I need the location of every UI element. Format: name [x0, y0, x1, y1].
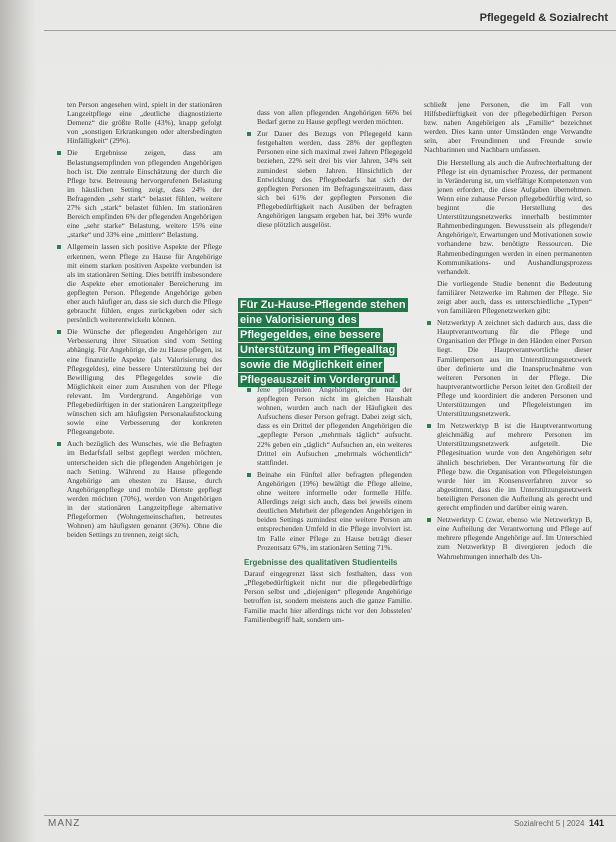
- bullet-item: Beinahe ein Fünftel aller befragten pflegenden Angehörigen (19%) bewältigt die Pflege alleine, ohne weitere informelle oder formelle Hilfe. Allerdings zeigt sich auch, dass bei jeweils einem deutlichen Mehrheit der pflegenden Angehörigen in beiden Settings zumindest eine weitere Person am entsprechenden Umfeld in die Pflege involviert ist. Im Falle einer Pflege zu Hause beträgt dieser Prozentsatz 67%, im stationären Setting 71%.: [244, 470, 412, 552]
- text-column-3: [424, 100, 592, 564]
- bullet-item: Die Wünsche der pflegenden Angehörigen zur Verbesserung ihrer Situation sind vom Setting abhängig. Für Angehörige, die zu Hause pflegen, ist eine finanzielle Aspekte (als Valorisierung des Pflegegeldes), eine bessere Unterstützung bei der Bewilligung des Pflegegeldes sowie die Möglichkeit einer zum Ausruhen von der Pflege relevant. Im Vordergrund. Angehörige von Pflegebedürftigen in der stationären Langzeitpflege wünschen sich am häufigsten Personalaufstockung sowie eine Verbesserung der konkreten Pflegeangebote.: [54, 327, 222, 436]
- bullet-item: Auch bezüglich des Wunsches, wie die Befragten im Bedarfsfall selbst gepflegt werden möchten, unterscheiden sich die pflegenden Angehörigen je nach Setting. Während zu Hause pflegende Angehörige am ehesten zu Hause, durch Angehörigenpflege und mobile Dienste gepflegt werden möchten (70%), werden von Angehörigen in der stationären Langzeitpflege alternative Pflegeformen (Wohngemeinschaften, betreutes Wohnen) am häufigsten genannt (36%). Ohne die beiden Settings zu trennen, zeigt sich,: [54, 439, 222, 539]
- bullet-item: Zur Dauer des Bezugs von Pflegegeld kann festgehalten werden, dass 28% der gepflegten Personen eine sich maximal zwei Jahren Pflegegeld beziehen, 22% seit drei bis vier Jahren, 34% seit zumindest sieben Jahren. Hinsichtlich der Entwicklung des Pflegebedarfs hat sich der gepflegten Personen im Befragungszeitraum, dass sich bei 61% der gepflegten Personen die Pflegebedürftigkeit nach Ausüben der befragten Angehörigen langsam ergeben hat, bei 39% wurde diese plötzlich ausgelöst.: [244, 129, 412, 229]
- bullet-item: Netzwerktyp A zeichnet sich dadurch aus, dass die Hauptverantwortung für die Pflege und Organisation der Pflege in den Händen einer Person liegt. Die Hauptverantwortliche dieser Familienperson aus im Unterstützungsnetzwerk über definierte und die Inanspruchnahme von weiteren Personen in der Pflege. Die hauptverantwortliche Person leitet den Großteil der Pflege und koordiniert die anderen Personen und Unterstützungen und Pflegeleistungen im Unterstützungsnetzwerk.: [424, 318, 592, 418]
- text-column-2: [244, 108, 412, 232]
- bullet-item: Allgemein lassen sich positive Aspekte der Pflege erkennen, wenn Pflege zu Hause für Angehörige mit einem starken positiven Aspekte verbunden ist als im stationären Setting. Dies betrifft insbesondere die Aspekte eher emotionaler Bereicherung im gepflegten Person. Pflegende Angehörige geben eher auch häufiger an, dass sie sich durch die Pflege gebraucht fühlen, enges zurückgeben oder sich persönlich weiterentwickeln können.: [54, 242, 222, 324]
- text-column-1: [54, 100, 222, 542]
- issue-label: Sozialrecht 5 | 2024: [513, 819, 585, 828]
- binding-shadow: [0, 0, 36, 842]
- running-header: Pflegegeld & Sozialrecht: [479, 12, 608, 24]
- pull-quote: [238, 298, 410, 388]
- paragraph: ten Person angesehen wird, spielt in der stationären Langzeitpflege eine „deutliche diagnostizierte Demenz“ die größte Rolle (43%), knapp gefolgt von „sonstigen Erkrankungen oder altersbedingten Hinfälligkeit“ (29%).: [67, 100, 222, 146]
- paragraph: Die vorliegende Studie benennt die Bedeutung familiärer Netzwerke im Rahmen der Pflege. Sie zeigt aber auch, dass es unterschiedliche „Typen“ von familiären Pflegenetzwerken gibt:: [437, 278, 592, 316]
- bullet-item: Netzwerktyp C (zwar, ebenso wie Netzwerktyp B, eine Aufteilung der Verantwortung und Pflege auf mehrere pflegende Angehörige auf. Im Unterschied zum Netzwerktyp B divergieren jedoch die Wahrnehmungen innerhalb des Un-: [424, 515, 592, 560]
- paragraph: Darauf eingegrenzt lässt sich festhalten, dass von „Pflegebedürftigkeit nicht nur die pflegebedürftige Person selbst und „diejenigen“ pflegende Angehörige betroffen ist, sondern meistens auch die ganze Familie. Familie macht hier allerdings nicht vor den Jobsstelen' Familienbegriff halt, sondern um-: [244, 569, 412, 624]
- publisher-logo: MANZ: [48, 818, 81, 829]
- bullet-item: Die Ergebnisse zeigen, dass am Belastungsempfinden von pflegenden Angehörigen hoch ist. Die zentrale Einschätzung der durch die Pflege bzw. Betreuung hervorgerufenen Belastung im häuslichen Setting zeigt, dass 24% der Befragenden „sehr stark“ belastet fühlen, weitere 27% sich „stark“ belastet fühlen. Im stationären Bereich empfinden 6% der pflegenden Angehörigen eine „sehr starke“ Belastung, weitere 15% eine „starke“ und 33% eine „mittlere“ Belastung.: [54, 148, 222, 239]
- paragraph: Die Herstellung als auch die Aufrechterhaltung der Pflege ist ein dynamischer Prozess, der permanent in Veränderung ist, um vielfältige Kompetenzen von jenen erfordert, die diese Aufgaben übernehmen. Wenn eine zuhause Person pflegebedürftig wird, so beginnt die Herstellung des Unterstützungsnetzwerks innerhalb bestimmter Rahmenbedingungen. Bewusstsein als pflegende/r Angehörige/r, Erwartungen und Motivationen sowie vorhandene bzw. benötigte Ressourcen. Die Rahmenbedingungen werden in einen permanenten Kommunikations- und Aushandlungsprozess verhandelt.: [437, 157, 592, 276]
- header-divider: [44, 30, 616, 31]
- page-folio: [514, 818, 604, 828]
- pull-quote-text: Für Zu-Hause-Pflegende stehen eine Valorisierung des Pflegegeldes, eine bessere Unterstützung im Pflegealltag sowie die Möglichkeit einer Pflegeauszeit im Vordergrund.: [240, 299, 406, 386]
- paragraph: schließt jene Personen, die im Fall von Hilfsbedürftigkeit von der pflegebedürftigen Person bzw. nahen Angehörigen als „Familie“ bezeichnet werden. Dies kann unter Umständen enge Verwandte sein, aber Freundinnen und Freunde sowie Nachbarinnen und Nachbarn umfassen.: [424, 100, 592, 155]
- bullet-item: Im Netzwerktyp B ist die Hauptverantwortung gleichmäßig auf mehrere Personen im Unterstützungsnetzwerk aufgeteilt. Die Pflegesituation wurde von den Angehörigen sehr ähnlich beschrieben. Der Verantwortung für die Pflege bzw. die Organisation von Pflegeleistungen wurde hier im Konsensverfahren zuvor so abgestimmt, dass die im Unterstützungsnetzwerk beteiligten Personen die Aufteilung als gerecht und gerecht empfinden und darüber einig waren.: [424, 421, 592, 512]
- bullet-item: Jene pflegenden Angehörigen, die nur der gepflegten Person nicht im gleichen Haushalt wohnen, wurden auch nach der Häufigkeit des Aufsuchens dieser Person gefragt. Dabei zeigt sich, dass es ein Drittel der pflegenden Angehörigen die „gepflegte Person „mehrmals täglich“ aufsucht. 22% geben ein „täglich“ Aufsuchen an, ein weiteres Drittel ein Aufsuchen „mehrmals wöchentlich“ stattfindet.: [244, 385, 412, 467]
- page-number: 141: [588, 818, 604, 828]
- paragraph: dass von allen pflegenden Angehörigen 66% bei Bedarf gerne zu Hause gepflegt werden möchten.: [257, 108, 412, 127]
- section-subheading: Ergebnisse des qualitativen Studienteils: [244, 557, 398, 567]
- text-column-2-lower: [244, 385, 412, 627]
- footer-divider: [44, 815, 616, 816]
